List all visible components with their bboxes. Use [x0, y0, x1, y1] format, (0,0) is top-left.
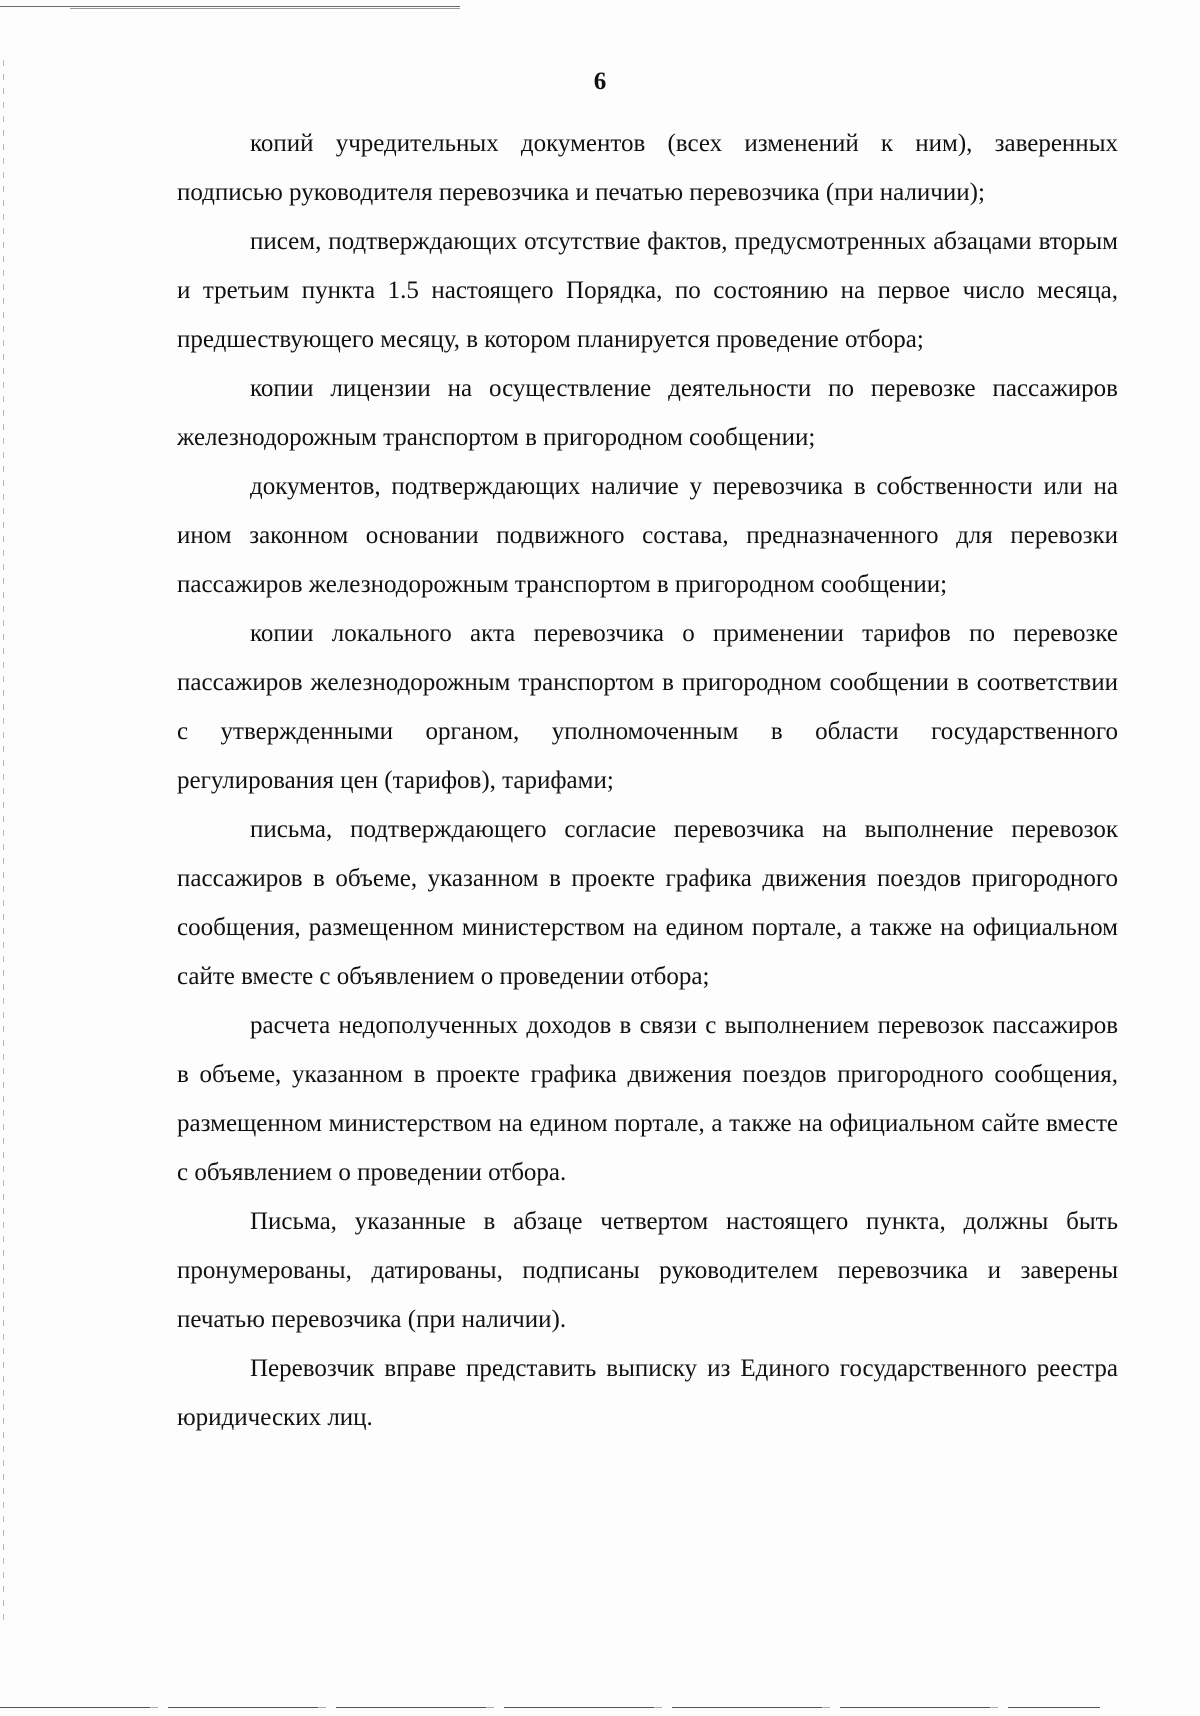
paragraph: Письма, указанные в абзаце четвертом настоящего пункта, должны быть пронумерованы, датированы, подписаны руководителем перевозчика и заверены печатью перевозчика (при наличии).	[177, 1208, 1118, 1333]
paragraph: копии локального акта перевозчика о применении тарифов по перевозке пассажиров железнодорожным транспортом в пригородном сообщении в соответствии с утвержденными органом, уполномоченным в области государственного регулирования цен (тарифов), тарифами;	[177, 620, 1118, 794]
paragraph: писем, подтверждающих отсутствие фактов, предусмотренных абзацами вторым и третьим пункта 1.5 настоящего Порядка, по состоянию на первое число месяца, предшествующего месяцу, в котором планируется проведение отбора;	[177, 228, 1118, 353]
page-number: 6	[593, 68, 607, 95]
paragraph: документов, подтверждающих наличие у перевозчика в собственности или на ином законном основании подвижного состава, предназначенного для перевозки пассажиров железнодорожным транспортом в пригородном сообщении;	[177, 473, 1118, 598]
scan-artifact-bottom-line	[0, 1707, 1100, 1708]
paragraph: Перевозчик вправе представить выписку из Единого государственного реестра юридических лиц.	[177, 1355, 1118, 1431]
document-body	[177, 119, 1118, 1442]
paragraph: копии лицензии на осуществление деятельности по перевозке пассажиров железнодорожным транспортом в пригородном сообщении;	[177, 375, 1118, 451]
paragraph: копий учредительных документов (всех изменений к ним), заверенных подписью руководителя перевозчика и печатью перевозчика (при наличии);	[177, 130, 1118, 206]
scan-artifact-top-line-secondary	[70, 8, 460, 9]
scan-artifact-top-line	[0, 6, 460, 7]
scan-artifact-left-edge	[3, 60, 4, 1620]
paragraph: расчета недополученных доходов в связи с выполнением перевозок пассажиров в объеме, указанном в проекте графика движения поездов пригородного сообщения, размещенном министерством на едином портале, а также на официальном сайте вместе с объявлением о проведении отбора.	[177, 1012, 1118, 1186]
paragraph: письма, подтверждающего согласие перевозчика на выполнение перевозок пассажиров в объеме, указанном в проекте графика движения поездов пригородного сообщения, размещенном министерством на едином портале, а также на официальном сайте вместе с объявлением о проведении отбора;	[177, 816, 1118, 990]
